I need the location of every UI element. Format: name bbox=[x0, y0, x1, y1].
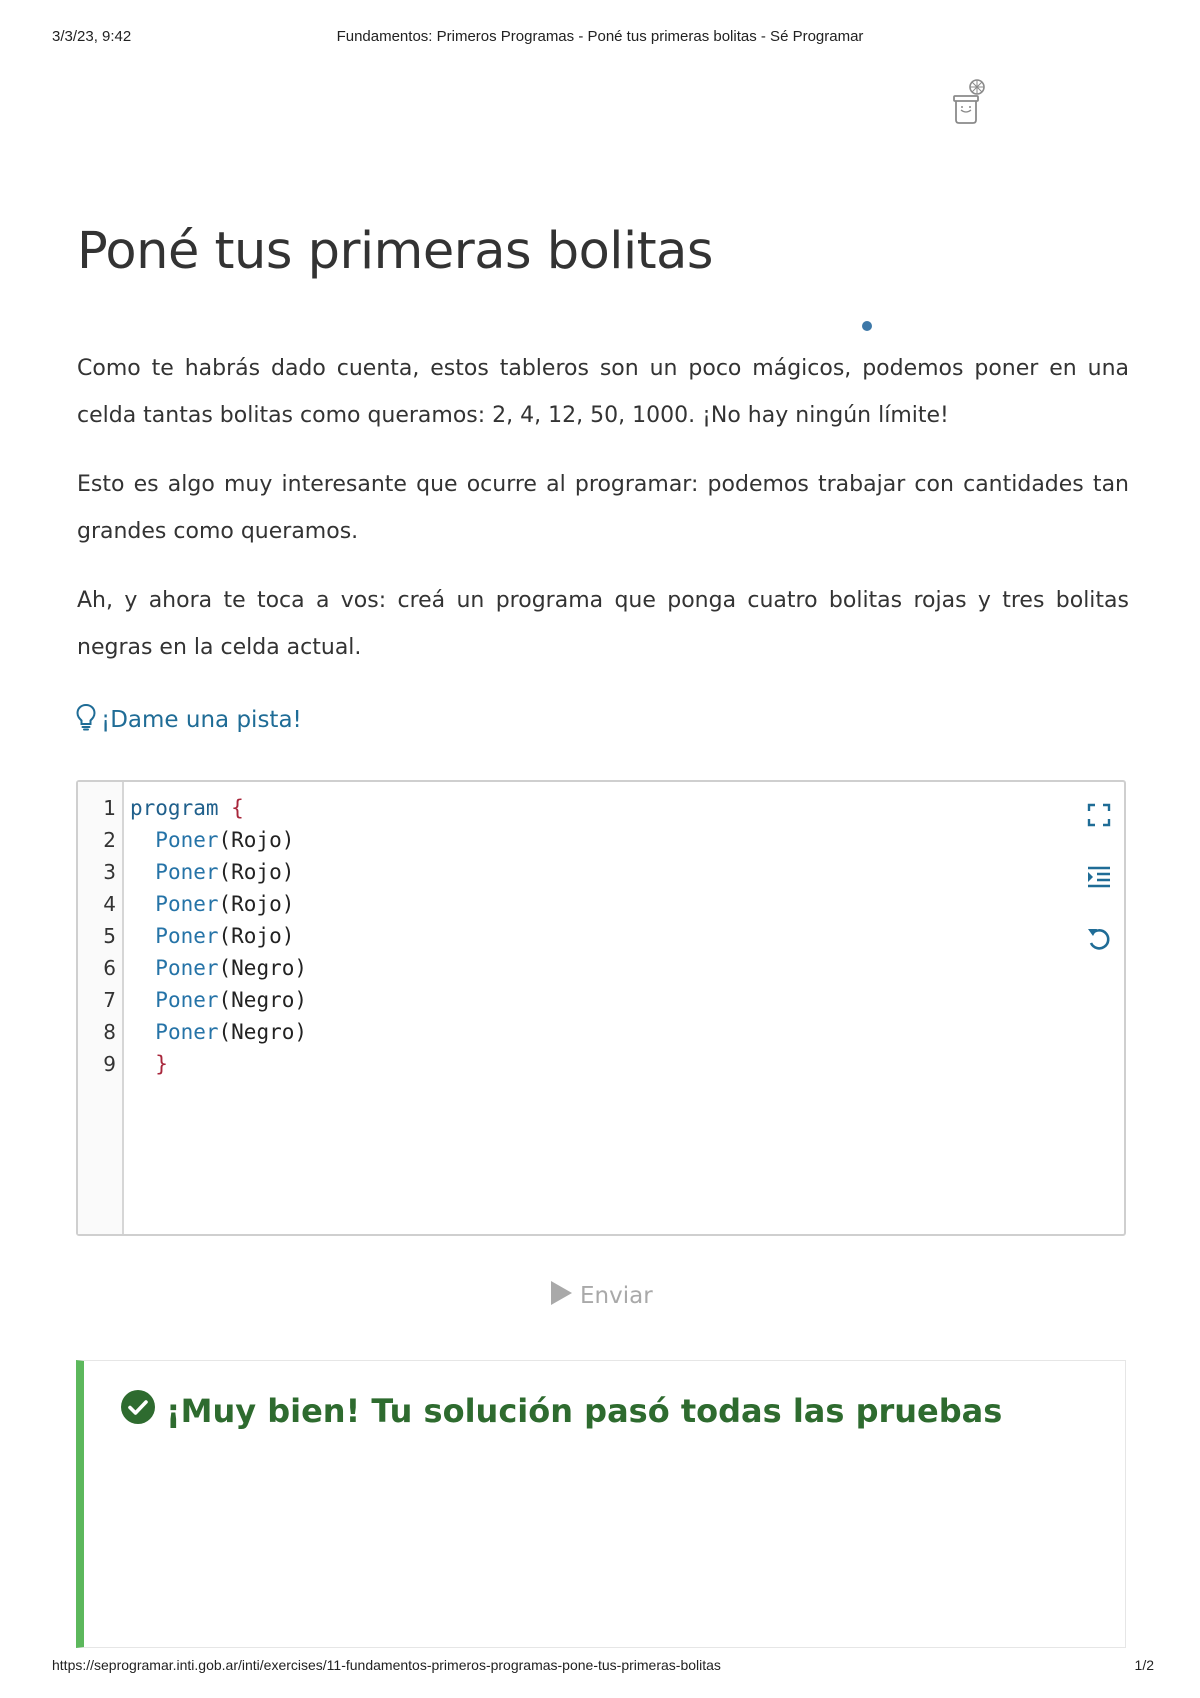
submit-button[interactable] bbox=[548, 1278, 653, 1314]
print-footer bbox=[0, 1657, 1200, 1679]
decorative-dot bbox=[862, 321, 872, 331]
format-code-button[interactable] bbox=[1082, 860, 1116, 894]
line-number: 1 bbox=[103, 796, 116, 820]
function-name: Poner bbox=[155, 860, 219, 884]
lightbulb-icon bbox=[75, 703, 97, 737]
line-number: 6 bbox=[103, 956, 116, 980]
close-brace: } bbox=[155, 1052, 168, 1076]
open-brace: { bbox=[231, 796, 244, 820]
jar-icon[interactable] bbox=[948, 78, 988, 126]
success-text: ¡Muy bien! Tu solución pasó todas las pruebas bbox=[166, 1392, 1003, 1430]
function-argument: (Negro) bbox=[218, 1020, 308, 1044]
undo-icon bbox=[1085, 925, 1113, 953]
print-date: 3/3/23, 9:42 bbox=[52, 28, 132, 45]
fullscreen-button[interactable] bbox=[1082, 798, 1116, 832]
line-number: 4 bbox=[103, 892, 116, 916]
code-line[interactable] bbox=[130, 952, 307, 985]
reset-code-button[interactable] bbox=[1082, 922, 1116, 956]
function-name: Poner bbox=[155, 892, 219, 916]
page-title: Poné tus primeras bolitas bbox=[77, 222, 713, 281]
page-number: 1/2 bbox=[1134, 1657, 1154, 1673]
code-line[interactable] bbox=[130, 856, 294, 889]
function-argument: (Rojo) bbox=[218, 828, 295, 852]
paragraph-2: Esto es algo muy interesante que ocurre al programar: podemos trabajar con cantidades tan grandes como queramos. bbox=[77, 472, 1129, 544]
function-name: Poner bbox=[155, 828, 219, 852]
expand-icon bbox=[1085, 801, 1113, 829]
line-number: 9 bbox=[103, 1052, 116, 1076]
play-icon bbox=[548, 1279, 574, 1313]
function-name: Poner bbox=[155, 956, 219, 980]
hint-label: ¡Dame una pista! bbox=[101, 707, 302, 733]
indent-icon bbox=[1085, 863, 1113, 891]
code-line[interactable] bbox=[130, 920, 294, 953]
function-name: Poner bbox=[155, 1020, 219, 1044]
line-number: 5 bbox=[103, 924, 116, 948]
function-name: Poner bbox=[155, 924, 219, 948]
program-keyword: program bbox=[130, 796, 219, 820]
paragraph-3: Ah, y ahora te toca a vos: creá un programa que ponga cuatro bolitas rojas y tres bolitas negras en la celda actual. bbox=[77, 588, 1129, 660]
code-line[interactable] bbox=[130, 984, 307, 1017]
function-argument: (Rojo) bbox=[218, 924, 295, 948]
code-line[interactable] bbox=[130, 888, 294, 921]
line-number-gutter bbox=[78, 782, 124, 1234]
code-line[interactable] bbox=[130, 824, 294, 857]
function-argument: (Rojo) bbox=[218, 892, 295, 916]
check-circle-icon bbox=[120, 1389, 156, 1433]
exercise-description bbox=[77, 345, 1129, 693]
code-line[interactable] bbox=[130, 792, 244, 825]
success-message bbox=[120, 1389, 1002, 1433]
submit-label: Enviar bbox=[580, 1283, 653, 1309]
code-editor[interactable] bbox=[76, 780, 1126, 1236]
function-argument: (Negro) bbox=[218, 988, 308, 1012]
code-line[interactable] bbox=[130, 1016, 307, 1049]
print-header bbox=[0, 28, 1200, 50]
page-url: https://seprogramar.inti.gob.ar/inti/exercises/11-fundamentos-primeros-programas-pone-tus-primeras-bolitas bbox=[52, 1657, 721, 1673]
code-line[interactable] bbox=[130, 1048, 168, 1081]
function-argument: (Negro) bbox=[218, 956, 308, 980]
line-number: 7 bbox=[103, 988, 116, 1012]
function-name: Poner bbox=[155, 988, 219, 1012]
line-number: 8 bbox=[103, 1020, 116, 1044]
paragraph-1: Como te habrás dado cuenta, estos tableros son un poco mágicos, podemos poner en una celda tantas bolitas como queramos: 2, 4, 12, 50, 1000. ¡No hay ningún límite! bbox=[77, 356, 1129, 428]
result-panel bbox=[76, 1360, 1126, 1648]
print-page-title: Fundamentos: Primeros Programas - Poné tus primeras bolitas - Sé Programar bbox=[336, 28, 864, 45]
hint-link[interactable] bbox=[75, 700, 302, 740]
function-argument: (Rojo) bbox=[218, 860, 295, 884]
line-number: 3 bbox=[103, 860, 116, 884]
line-number: 2 bbox=[103, 828, 116, 852]
